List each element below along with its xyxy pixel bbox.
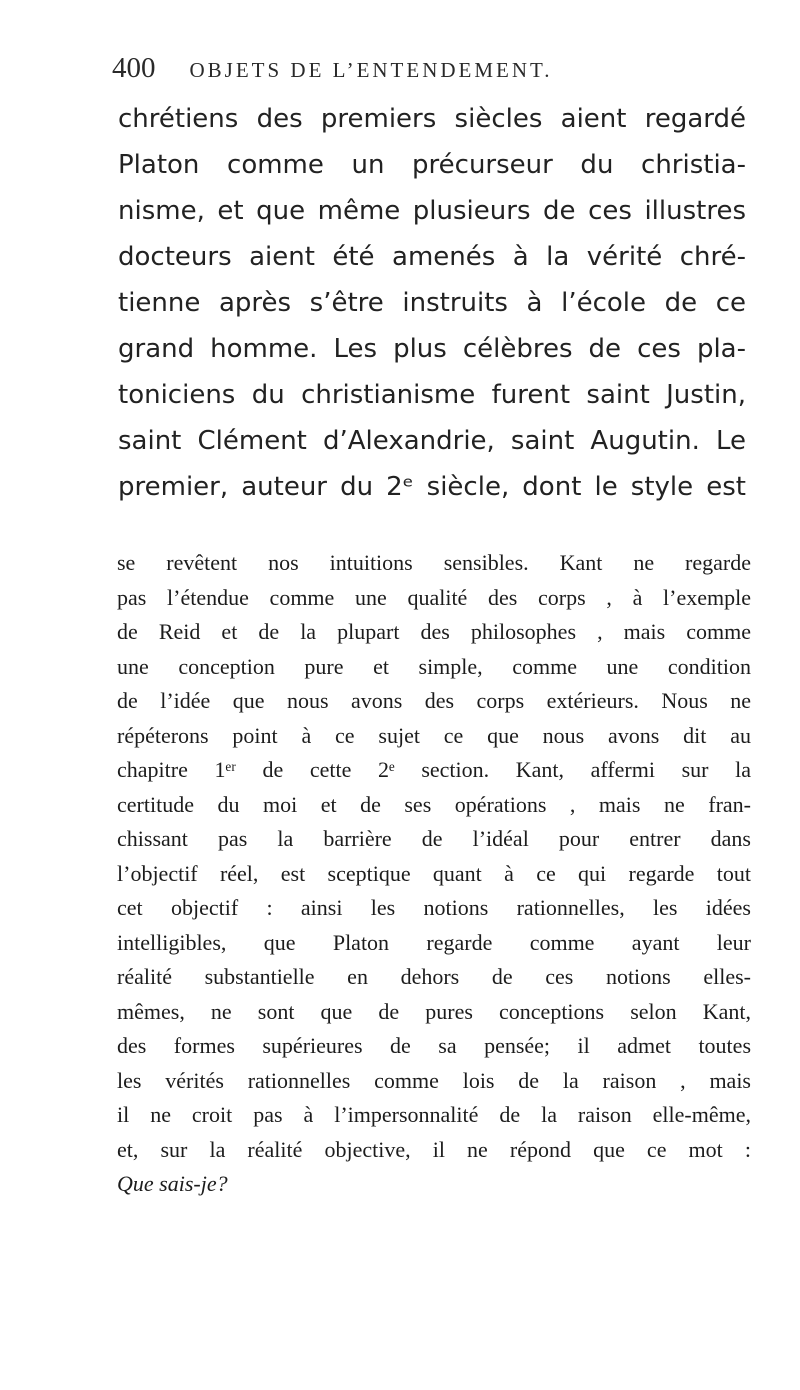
text-line: premier, auteur du 2ᵉ siècle, dont le style est: [118, 472, 746, 502]
text-line: grand homme. Les plus célèbres de ces pla-: [118, 334, 746, 364]
text-line: tienne après s’être instruits à l’école de ce: [118, 288, 746, 318]
text-line: saint Clément d’Alexandrie, saint Augutin. Le: [118, 426, 746, 456]
text-line: intelligibles, que Platon regarde comme ayant leur: [117, 929, 751, 955]
text-line: réalité substantielle en dehors de ces notions elles-: [117, 964, 751, 989]
text-line: cet objectif : ainsi les notions rationnelles, les idées: [117, 895, 751, 920]
text-line: de Reid et de la plupart des philosophes , mais comme: [117, 619, 751, 644]
text-line: Platon comme un précurseur du christia-: [118, 150, 746, 180]
text-line: l’objectif réel, est sceptique quant à ce qui regarde tout: [117, 860, 751, 886]
text-line: et, sur la réalité objective, il ne répond que ce mot :: [117, 1136, 751, 1162]
running-title: OBJETS DE L’ENTENDEMENT.: [189, 58, 553, 82]
text-line: une conception pure et simple, comme une condition: [117, 653, 751, 679]
text-line: certitude du moi et de ses opérations , mais ne fran-: [117, 791, 751, 817]
text-line: mêmes, ne sont que de pures conceptions selon Kant,: [117, 998, 751, 1024]
text-line: de l’idée que nous avons des corps extérieurs. Nous ne: [117, 688, 751, 713]
text-line: chrétiens des premiers siècles aient regardé: [118, 104, 746, 134]
page-header: [112, 52, 672, 92]
upper-text-block: [118, 96, 746, 510]
text-line: se revêtent nos intuitions sensibles. Kant ne regarde: [117, 550, 751, 575]
lower-text-block: [117, 546, 751, 1202]
text-line: les vérités rationnelles comme lois de la raison , mais: [117, 1067, 751, 1093]
text-line: docteurs aient été amenés à la vérité chré-: [118, 242, 746, 272]
text-line: répéterons point à ce sujet ce que nous avons dit au: [117, 722, 751, 748]
page-number: 400: [112, 52, 156, 84]
text-line: chapitre 1ᵉʳ de cette 2ᵉ section. Kant, affermi sur la: [117, 757, 751, 782]
text-line: des formes supérieures de sa pensée; il admet toutes: [117, 1033, 751, 1058]
text-line-closing: Que sais-je?: [117, 1171, 228, 1196]
text-line: nisme, et que même plusieurs de ces illustres: [118, 196, 746, 226]
text-line: pas l’étendue comme une qualité des corps , à l’exemple: [117, 584, 751, 610]
text-line: chissant pas la barrière de l’idéal pour entrer dans: [117, 826, 751, 851]
text-line: toniciens du christianisme furent saint Justin,: [118, 380, 746, 410]
text-line: il ne croit pas à l’impersonnalité de la raison elle-même,: [117, 1102, 751, 1127]
